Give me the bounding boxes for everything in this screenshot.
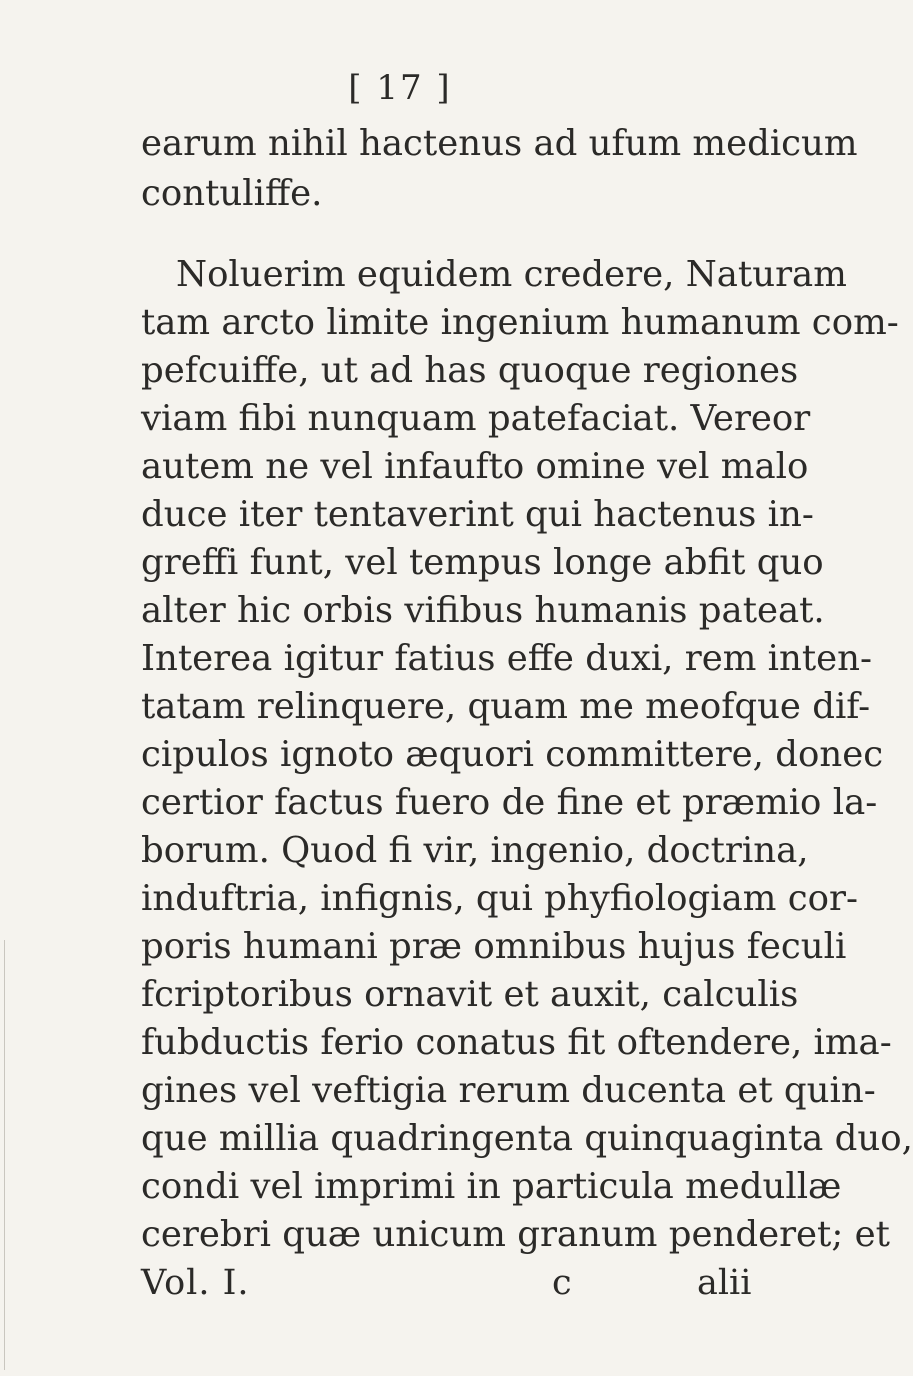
text-line: tam arcto limite ingenium humanum com- bbox=[141, 302, 899, 343]
text-line: fcriptoribus ornavit et auxit, calculis bbox=[141, 974, 799, 1015]
text-line: duce iter tentaverint qui hactenus in- bbox=[141, 494, 814, 535]
text-line: fubductis ferio conatus fit oftendere, ima- bbox=[141, 1022, 892, 1063]
catchword: alii bbox=[697, 1263, 752, 1303]
text-line: autem ne vel infaufto omine vel malo bbox=[141, 446, 809, 487]
text-line: tatam relinquere, quam me meofque dif- bbox=[141, 686, 871, 727]
text-line: Noluerim equidem credere, Naturam bbox=[176, 254, 847, 295]
text-line: cerebri quæ unicum granum penderet; et bbox=[141, 1214, 890, 1255]
text-line: pefcuiffe, ut ad has quoque regiones bbox=[141, 350, 799, 391]
page-edge-line bbox=[4, 940, 5, 1370]
text-line: contuliffe. bbox=[141, 173, 323, 214]
text-line: poris humani præ omnibus hujus feculi bbox=[141, 926, 847, 967]
text-line: alter hic orbis vifibus humanis pateat. bbox=[141, 590, 825, 631]
signature-mark: c bbox=[552, 1263, 572, 1303]
volume-mark: Vol. I. bbox=[141, 1263, 250, 1303]
text-line: earum nihil hactenus ad ufum medicum bbox=[141, 123, 858, 164]
text-line: borum. Quod fi vir, ingenio, doctrina, bbox=[141, 830, 809, 871]
text-line: induftria, infignis, qui phyfiologiam cor- bbox=[141, 878, 858, 919]
page-number: [ 17 ] bbox=[348, 68, 452, 108]
text-line: greffi funt, vel tempus longe abfit quo bbox=[141, 542, 824, 583]
text-line: que millia quadringenta quinquaginta duo, bbox=[141, 1118, 913, 1159]
text-line: viam fibi nunquam patefaciat. Vereor bbox=[141, 398, 811, 439]
text-line: certior factus fuero de fine et præmio la- bbox=[141, 782, 878, 823]
page-footer bbox=[0, 1263, 800, 1303]
text-line: gines vel veftigia rerum ducenta et quin- bbox=[141, 1070, 876, 1111]
text-line: cipulos ignoto æquori committere, donec bbox=[141, 734, 884, 775]
text-line: condi vel imprimi in particula medullæ bbox=[141, 1166, 842, 1207]
text-line: Interea igitur fatius effe duxi, rem inten- bbox=[141, 638, 873, 679]
